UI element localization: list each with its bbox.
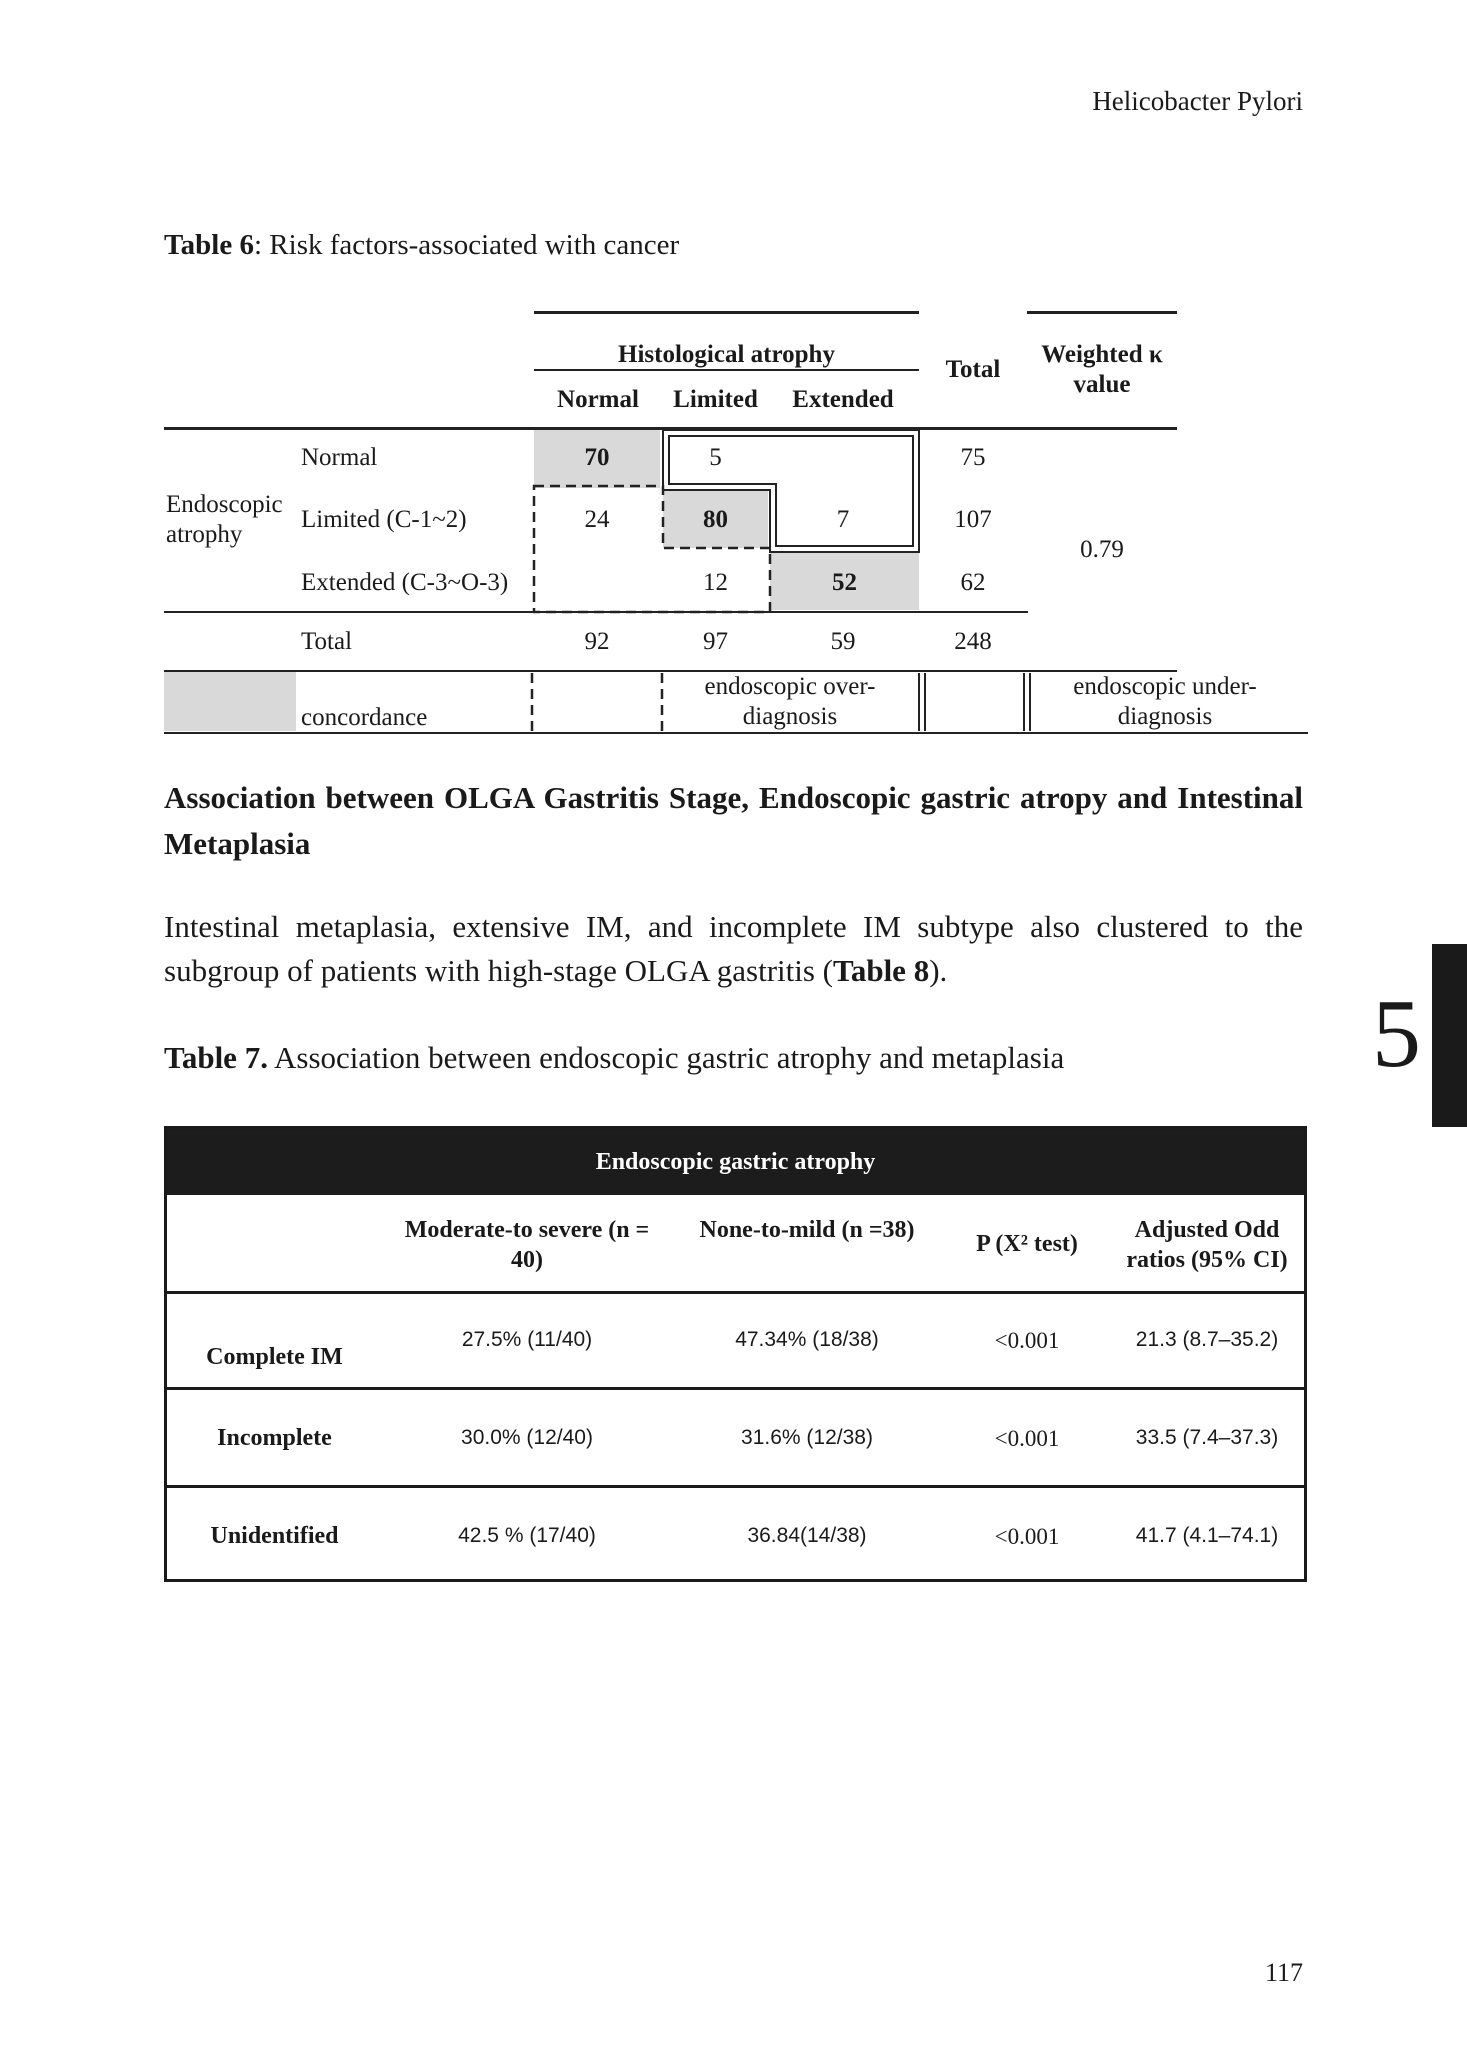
t7-header-moderate: Moderate-to severe (n = 40)	[404, 1217, 650, 1273]
body-paragraph	[164, 905, 1303, 993]
t7-row-label-incomplete: Incomplete	[217, 1425, 332, 1451]
table7-band-title: Endoscopic gastric atrophy	[167, 1129, 1304, 1195]
t7-r2-none: 31.6% (12/38)	[741, 1426, 873, 1449]
legend-under-diagnosis: endoscopic under-diagnosis	[1073, 673, 1257, 730]
legend-concordance: concordance	[301, 704, 428, 731]
t7-row-label-complete: Complete IM	[206, 1344, 343, 1370]
legend-over-diagnosis: endoscopic over-diagnosis	[704, 673, 876, 730]
cell-normal-total: 75	[960, 444, 986, 471]
table7	[164, 1126, 1307, 1582]
table6	[0, 0, 1467, 760]
t7-r3-odds: 41.7 (4.1–74.1)	[1135, 1524, 1279, 1547]
cell-normal-limited: 5	[709, 444, 722, 471]
cell-extended-limited: 12	[703, 569, 728, 596]
table7-caption-label: Table 7.	[164, 1040, 268, 1075]
para-text: Intestinal metaplasia, extensive IM, and incomplete IM subtype also clustered to the subgroup of patients with high-stage OLGA gastritis (	[164, 909, 1303, 988]
t7-r2-p: <0.001	[994, 1426, 1060, 1451]
total-limited: 97	[703, 628, 728, 655]
col-header-normal: Normal	[557, 386, 639, 413]
cell-limited-extended: 7	[836, 506, 850, 533]
kappa-header: Weighted κ value	[1041, 341, 1163, 398]
total-header: Total	[945, 356, 1001, 383]
total-extended: 59	[830, 628, 856, 655]
para-end: ).	[929, 953, 948, 988]
t7-r1-moderate: 27.5% (11/40)	[461, 1328, 593, 1351]
para-table-ref: Table 8	[833, 953, 930, 988]
t7-row-label-unidentified: Unidentified	[210, 1523, 339, 1549]
table7-caption	[164, 1040, 1064, 1076]
t7-rule-1	[167, 1291, 1304, 1294]
total-grand: 248	[954, 628, 992, 655]
cell-limited-total: 107	[954, 506, 992, 533]
histological-atrophy-header: Histological atrophy	[618, 341, 835, 368]
row-label-extended: Extended (C-3~O-3)	[301, 569, 509, 596]
row-label-total: Total	[301, 628, 353, 655]
t7-header-odds: Adjusted Odd ratios (95% CI)	[1126, 1217, 1288, 1273]
t7-rule-2	[167, 1387, 1304, 1390]
t7-header-none: None-to-mild (n =38)	[699, 1217, 915, 1243]
cell-extended-extended: 52	[832, 569, 857, 596]
chapter-tab-marker	[1432, 944, 1467, 1127]
t7-r2-moderate: 30.0% (12/40)	[461, 1426, 593, 1449]
t7-r1-odds: 21.3 (8.7–35.2)	[1135, 1328, 1279, 1351]
cell-extended-total: 62	[960, 569, 986, 596]
t7-r1-p: <0.001	[994, 1328, 1060, 1353]
row-label-limited: Limited (C-1~2)	[301, 506, 467, 533]
cell-limited-normal: 24	[584, 506, 610, 533]
cell-limited-limited: 80	[703, 506, 728, 533]
chapter-number: 5	[1372, 980, 1421, 1088]
t7-r3-none: 36.84(14/38)	[747, 1524, 867, 1547]
t7-header-p: P (X² test)	[976, 1231, 1078, 1257]
table6-caption-text: : Risk factors-associated with cancer	[254, 229, 680, 261]
running-header: Helicobacter Pylori	[1092, 86, 1303, 116]
table7-caption-text: Association between endoscopic gastric atrophy and metaplasia	[267, 1040, 1065, 1075]
t7-r2-odds: 33.5 (7.4–37.3)	[1135, 1426, 1279, 1449]
table6-caption-label: Table 6	[164, 229, 254, 261]
col-header-limited: Limited	[673, 386, 758, 413]
t7-r3-moderate: 42.5 % (17/40)	[458, 1524, 596, 1547]
page-number: 117	[1264, 1958, 1303, 1987]
kappa-value: 0.79	[1080, 536, 1124, 563]
total-normal: 92	[584, 628, 610, 655]
section-heading: Association between OLGA Gastritis Stage, Endoscopic gastric atropy and Intestinal Metaplasia	[164, 780, 1303, 861]
row-group-endoscopic-atrophy: Endoscopic atrophy	[166, 491, 283, 548]
row-label-normal: Normal	[301, 444, 378, 471]
cell-normal-normal: 70	[584, 444, 610, 471]
t7-r1-none: 47.34% (18/38)	[735, 1328, 879, 1351]
t7-r3-p: <0.001	[994, 1524, 1060, 1549]
t7-rule-3	[167, 1485, 1304, 1488]
col-header-extended: Extended	[792, 386, 894, 413]
